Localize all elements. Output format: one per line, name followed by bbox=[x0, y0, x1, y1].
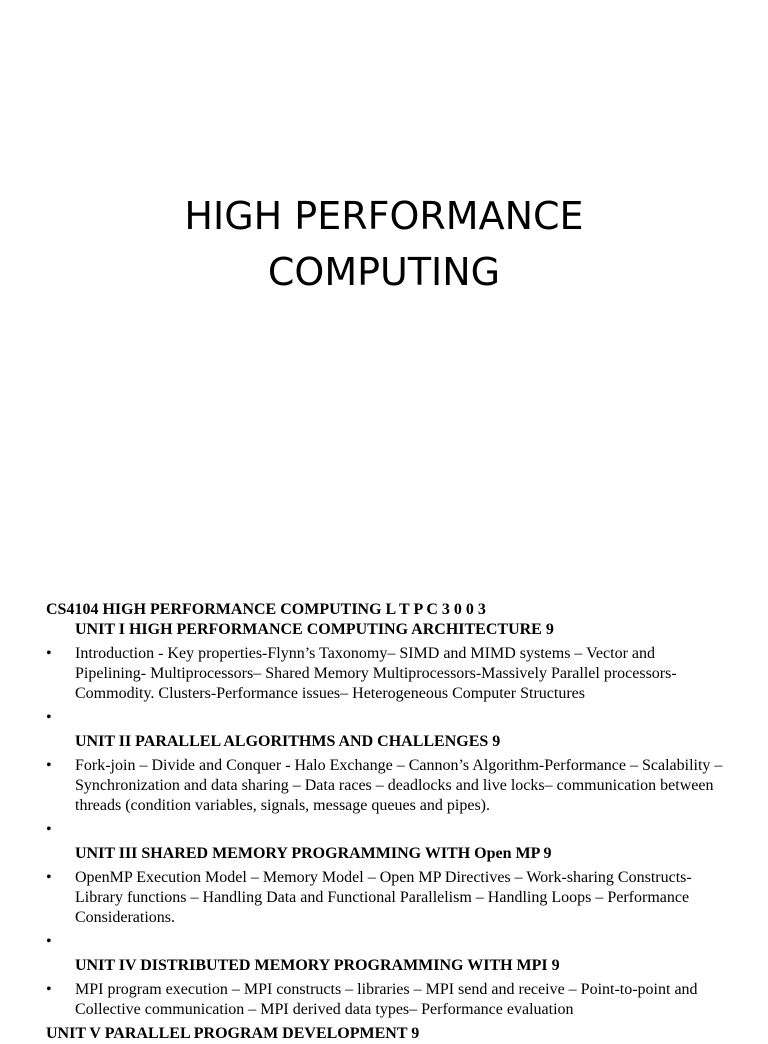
unit-1-heading: UNIT I HIGH PERFORMANCE COMPUTING ARCHITECTURE 9 bbox=[75, 621, 554, 638]
unit-3-content: • OpenMP Execution Model – Memory Model – Open MP Directives – Work-sharing Constructs- Library functions – Handling Data and Functional Parallelism – Handling Loops – Performance Considerations. bbox=[46, 868, 726, 928]
empty-bullet bbox=[46, 932, 726, 952]
unit-5-heading: UNIT V PARALLEL PROGRAM DEVELOPMENT 9 bbox=[46, 1025, 420, 1042]
course-code-line: CS4104 HIGH PERFORMANCE COMPUTING L T P C 3 0 0 3 bbox=[46, 601, 486, 618]
slide-title-line-2: COMPUTING bbox=[267, 250, 501, 294]
unit-1-content: • Introduction - Key properties-Flynn’s Taxonomy– SIMD and MIMD systems – Vector and Pipelining- Multiprocessors– Shared Memory Multiprocessors-Massively Parallel processors-Commodity. Clusters-Performance issues– Heterogeneous Computer Structures bbox=[46, 644, 726, 704]
unit-3-heading: UNIT III SHARED MEMORY PROGRAMMING WITH Open MP 9 bbox=[75, 845, 552, 862]
unit-4-heading: UNIT IV DISTRIBUTED MEMORY PROGRAMMING WITH MPI 9 bbox=[75, 957, 560, 974]
slide-title-line-1: HIGH PERFORMANCE bbox=[184, 194, 584, 238]
syllabus-section bbox=[46, 600, 726, 1044]
slide-title bbox=[0, 188, 768, 300]
empty-bullet bbox=[46, 708, 726, 728]
unit-2-heading: UNIT II PARALLEL ALGORITHMS AND CHALLENGES 9 bbox=[75, 733, 501, 750]
unit-2-content: • Fork-join – Divide and Conquer - Halo Exchange – Cannon’s Algorithm-Performance – Scalability – Synchronization and data sharing – Data races – deadlocks and live locks– communication between threads (condition variables, signals, message queues and pipes). bbox=[46, 756, 726, 816]
unit-4-content: • MPI program execution – MPI constructs – libraries – MPI send and receive – Point-to-point and Collective communication – MPI derived data types– Performance evaluation bbox=[46, 980, 726, 1020]
empty-bullet bbox=[46, 820, 726, 840]
